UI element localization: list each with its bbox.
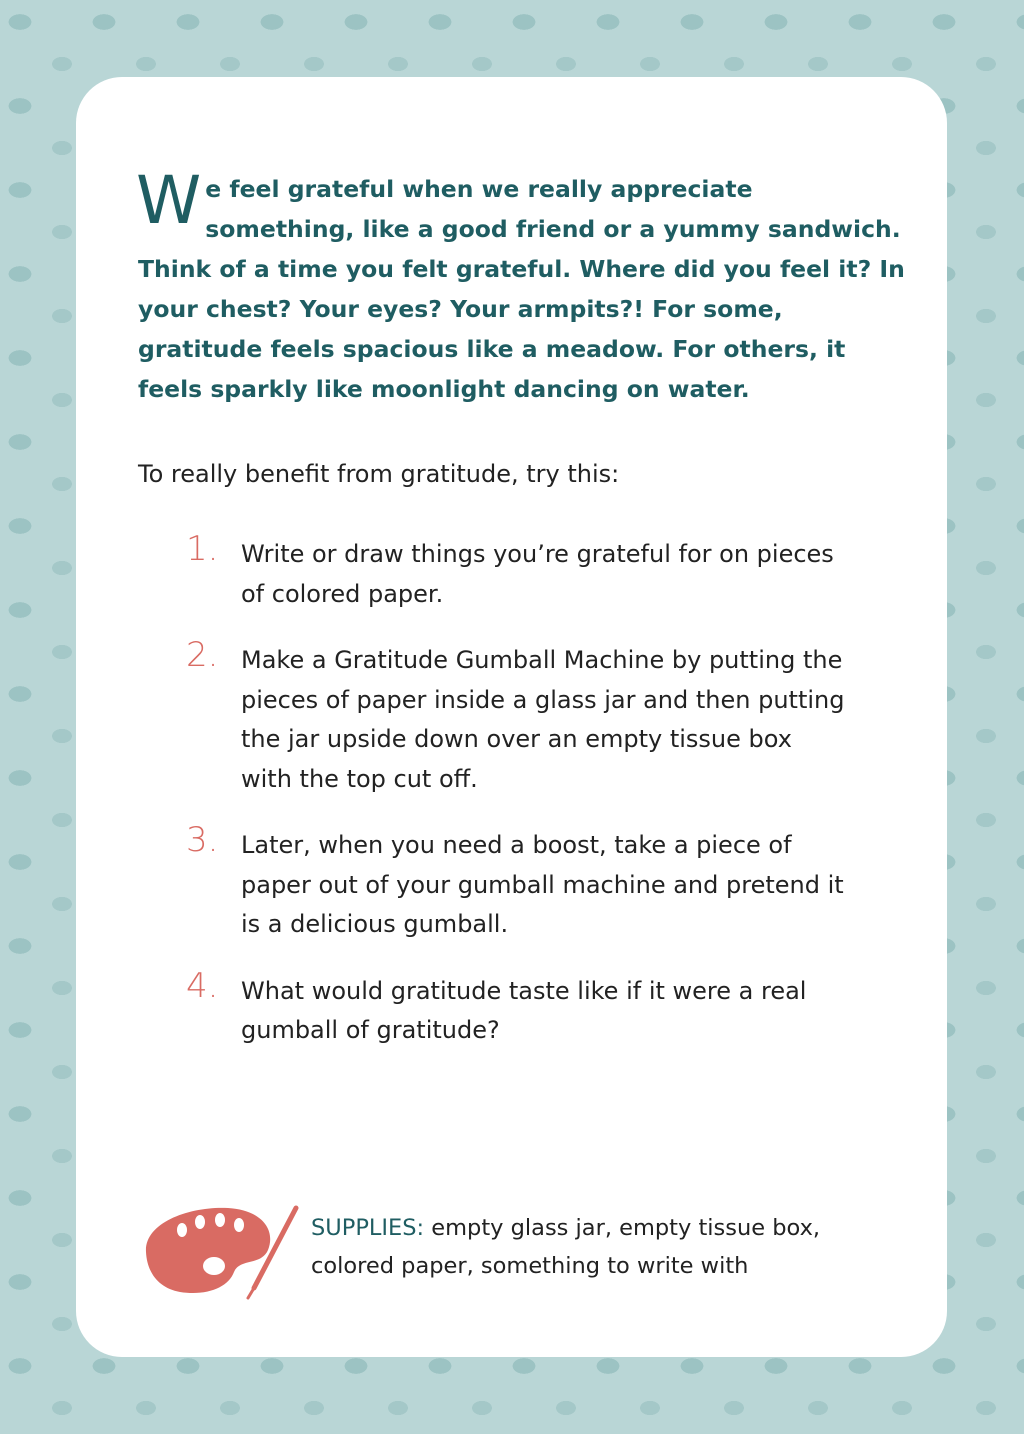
step-number: 3. <box>186 820 219 860</box>
step-text: What would gratitude taste like if it were a real gumball of gratitude? <box>241 976 807 1044</box>
step-text: Later, when you need a boost, take a piece of paper out of your gumball machine and pretend it is a delicious gumball. <box>241 831 844 938</box>
step-item <box>186 635 846 799</box>
step-item <box>186 965 846 1051</box>
supplies-section <box>136 1192 916 1302</box>
step-number: 2. <box>186 635 219 675</box>
supplies-list: empty glass jar, empty tissue box, colored paper, something to write with <box>311 1215 821 1279</box>
step-number: 1. <box>186 529 219 569</box>
intro-paragraph <box>136 162 908 409</box>
instructions-lead: To really benefit from gratitude, try this: <box>138 460 620 488</box>
drop-cap: W <box>136 162 200 239</box>
activity-card <box>76 77 947 1357</box>
step-text: Make a Gratitude Gumball Machine by putting the pieces of paper inside a glass jar and then putting the jar upside down over an empty tissue box with the top cut off. <box>241 646 845 793</box>
supplies-text <box>311 1209 891 1285</box>
step-item <box>186 820 846 945</box>
step-number: 4. <box>186 965 219 1006</box>
intro-text: e feel grateful when we really appreciate something, like a good friend or a yummy sandwich. Think of a time you felt grateful. Where did you feel it? In your chest? Your eyes? Your armpits?! For some, gratitude feels spacious like a meadow. For others, it feels sparkly like moonlight dancing on water. <box>138 175 905 403</box>
step-item <box>186 529 846 614</box>
steps-list <box>186 529 846 1078</box>
paint-palette-icon <box>136 1200 306 1300</box>
step-text: Write or draw things you’re grateful for on pieces of colored paper. <box>241 540 834 608</box>
supplies-label: SUPPLIES: <box>311 1215 425 1241</box>
